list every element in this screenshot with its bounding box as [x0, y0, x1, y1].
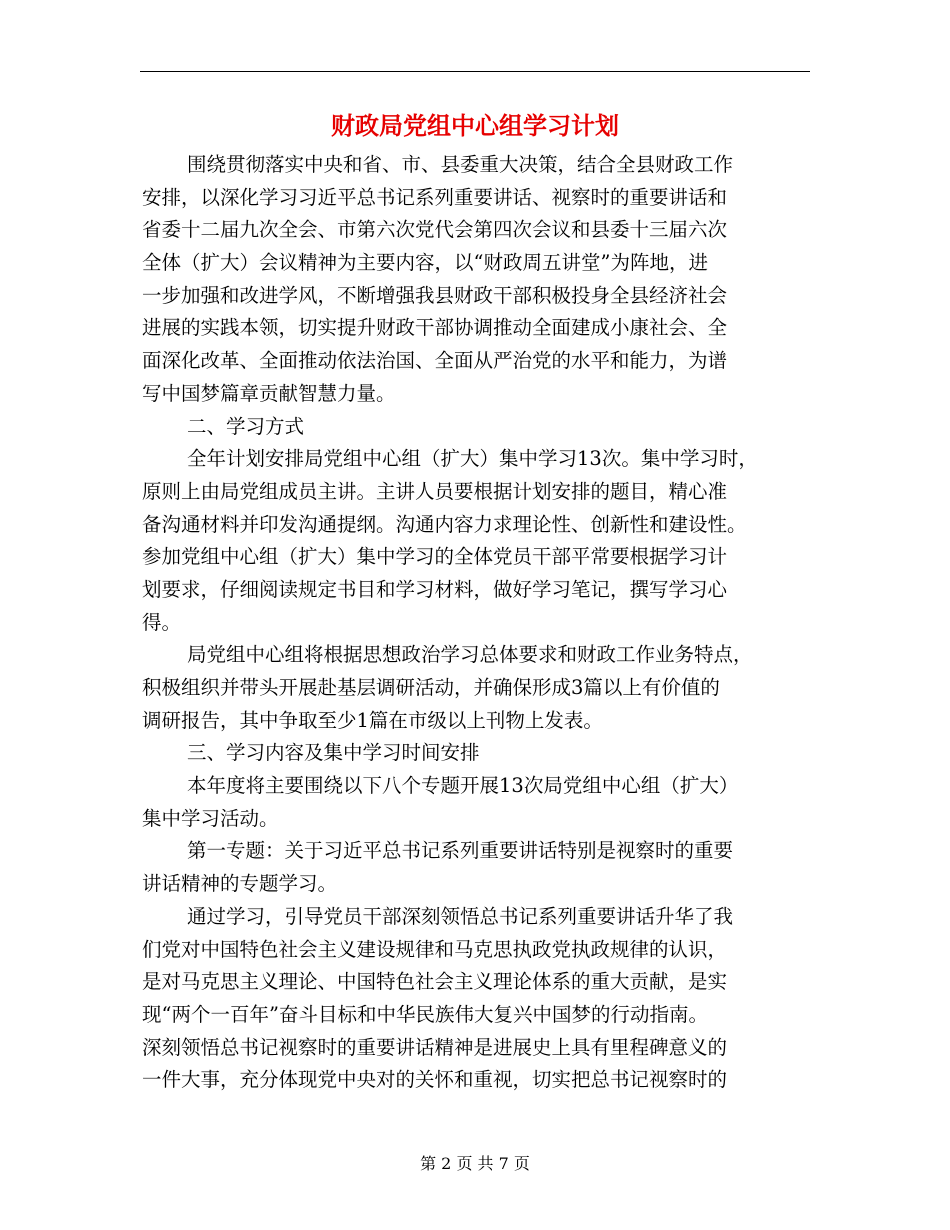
body-line: 围绕贯彻落实中央和省、市、县委重大决策，结合全县财政工作: [187, 153, 734, 176]
body-line: 原则上由局党组成员主讲。主讲人员要根据计划安排的题目，精心准: [142, 479, 728, 503]
body-line: 面深化改革、全面推动依法治国、全面从严治党的水平和能力，为谱: [142, 349, 728, 373]
body-line: 写中国梦篇章贡献智慧力量。: [142, 381, 396, 405]
body-line: 一步加强和改进学风，不断增强我县财政干部积极投身全县经济社会: [142, 283, 728, 307]
body-line: 一件大事，充分体现党中央对的关怀和重视，切实把总书记视察时的: [142, 1068, 728, 1092]
body-line: 积极组织并带头开展赴基层调研活动，并确保形成3篇以上有价值的: [142, 676, 720, 699]
body-line: 进展的实践本领，切实提升财政干部协调推动全面建成小康社会、全: [142, 316, 728, 340]
body-line: 划要求，仔细阅读规定书目和学习材料，做好学习笔记，撰写学习心: [142, 577, 728, 601]
body-line: 安排，以深化学习习近平总书记系列重要讲话、视察时的重要讲话和: [142, 185, 728, 209]
body-line: 省委十二届九次全会、市第六次党代会第四次会议和县委十三届六次: [142, 218, 728, 242]
body-line: 深刻领悟总书记视察时的重要讲话精神是进展史上具有里程碑意义的: [142, 1035, 728, 1059]
body-line: 讲话精神的专题学习。: [142, 872, 338, 896]
body-line: 通过学习，引导党员干部深刻领悟总书记系列重要讲话升华了我: [187, 904, 734, 928]
body-line: 局党组中心组将根据思想政治学习总体要求和财政工作业务特点，: [187, 643, 753, 667]
page-footer: 第 2 页 共 7 页: [420, 1154, 530, 1173]
header-rule: [140, 71, 810, 72]
document-body: [142, 149, 812, 1097]
body-line: 第一专题：关于习近平总书记系列重要讲话特别是视察时的重要: [187, 839, 734, 863]
body-line: 参加党组中心组（扩大）集中学习的全体党员干部平常要根据学习计: [142, 545, 728, 569]
body-line: 现“两个一百年”奋斗目标和中华民族伟大复兴中国梦的行动指南。: [142, 1002, 708, 1026]
body-line: 本年度将主要围绕以下八个专题开展13次局党组中心组（扩大）: [187, 774, 739, 798]
body-line: 得。: [142, 610, 182, 634]
body-line: 调研报告，其中争取至少1篇在市级以上刊物上发表。: [142, 708, 603, 732]
body-line: 三、学习内容及集中学习时间安排: [187, 741, 480, 765]
body-line: 们党对中国特色社会主义建设规律和马克思执政党执政规律的认识，: [142, 937, 728, 961]
body-line: 备沟通材料并印发沟通提纲。沟通内容力求理论性、创新性和建设性。: [142, 512, 747, 536]
body-line: 全年计划安排局党组中心组（扩大）集中学习13次。集中学习时，: [187, 447, 758, 471]
body-line: 集中学习活动。: [142, 806, 279, 830]
document-title: 财政局党组中心组学习计划: [331, 111, 619, 140]
body-line: 二、学习方式: [187, 414, 305, 438]
body-line: 是对马克思主义理论、中国特色社会主义理论体系的重大贡献，是实: [142, 970, 728, 994]
body-line: 全体（扩大）会议精神为主要内容，以“财政周五讲堂”为阵地，进: [142, 251, 708, 275]
